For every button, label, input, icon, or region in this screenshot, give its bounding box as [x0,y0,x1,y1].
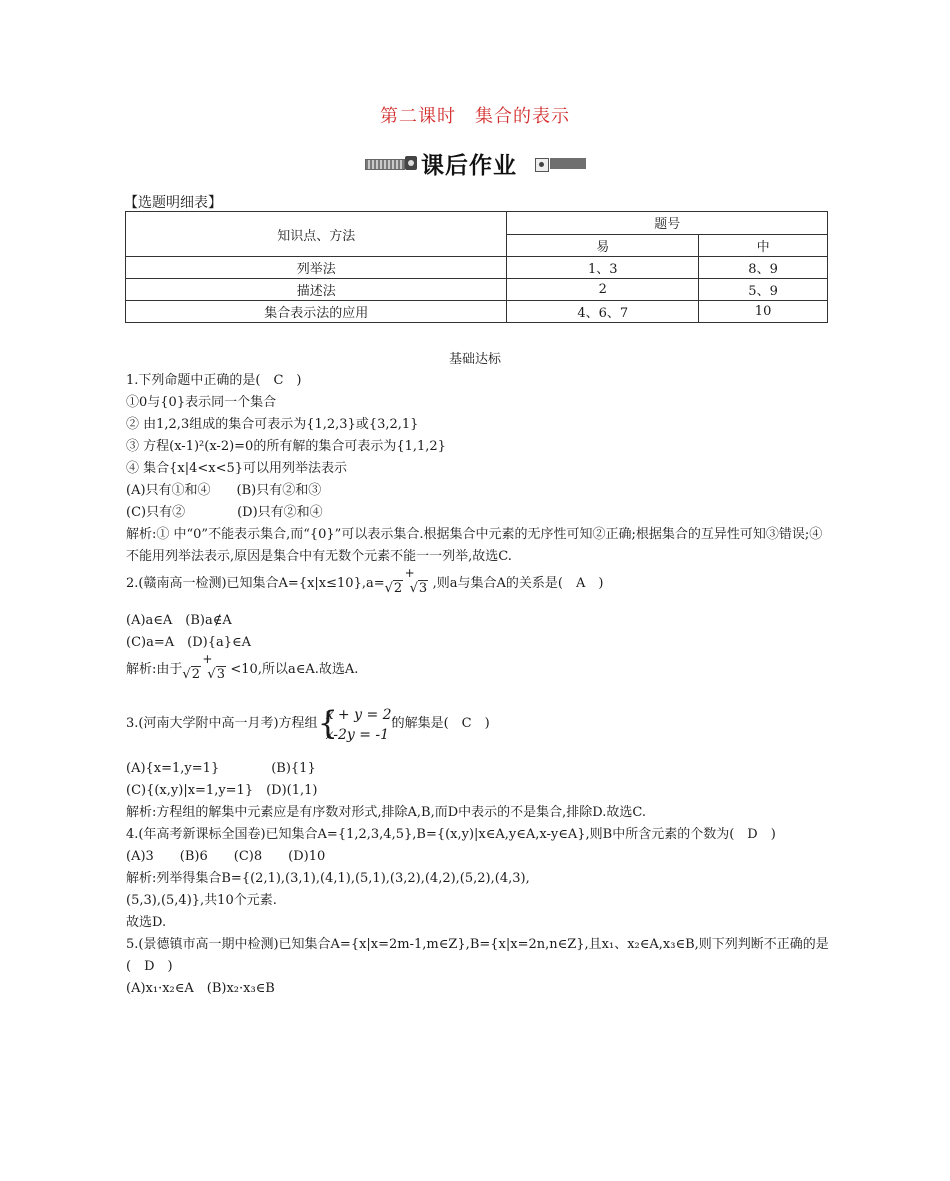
questions [126,370,832,1000]
table-row [126,257,828,279]
q3-stem-start: 3.(河南大学附中高一月考)方程组 [126,716,318,731]
q1-analysis: 解析:① 中“0”不能表示集合,而“{0}”可以表示集合.根据集合中元素的无序性可知②正确;根据集合的互异性可知③错误;④ 不能用列举法表示,原因是集合中有无数个元素不能一一列举,故选C. [126,527,823,564]
q2-stem [126,568,832,596]
q4-options: (A)3 (B)6 (C)8 (D)10 [126,849,326,864]
banner-right-bar [550,158,586,169]
q5-options-ab: (A)x₁·x₂∈A (B)x₂·x₃∈B [126,981,275,996]
sqrt2: √2 [182,667,200,682]
cell-mid: 5、9 [699,279,828,301]
banner-left-bar [365,159,405,170]
q1-item: ③ 方程(x-1)²(x-2)=0的所有解的集合可表示为{1,1,2} [126,439,446,454]
cell-easy: 2 [507,279,699,301]
q3-stem [126,704,832,744]
page-title: 第二课时 集合的表示 [380,106,570,127]
section-title: 基础达标 [448,352,501,367]
cell-topic: 列举法 [126,257,507,279]
q2-stem-start: 2.(赣南高一检测)已知集合A={x|x≤10},a= [126,576,385,591]
q3-stem-end: 的解集是( C ) [391,716,490,731]
sqrt-sum-expression: √2 + √3 [385,568,433,596]
q3-options-ab: (A){x=1,y=1} (B){1} [126,761,316,776]
cell-mid: 8、9 [699,257,828,279]
q1-item: ①0与{0}表示同一个集合 [126,395,277,410]
q4-answer: 故选D. [126,915,167,930]
header-mid: 中 [699,234,828,257]
q4-stem: 4.(年高考新课标全国卷)已知集合A={1,2,3,4,5},B={(x,y)|x∈A,y∈A,x-y∈A},则B中所含元素的个数为( D ) [126,827,776,842]
table-row [126,279,828,301]
q4-analysis-cont: (5,3),(5,4)},共10个元素. [126,893,277,908]
q2-analysis-end: <10,所以a∈A.故选A. [230,662,359,677]
q2-options-cd: (C)a=A (D){a}∈A [126,635,251,650]
q2-analysis [126,654,832,682]
q4-analysis: 解析:列举得集合B={(2,1),(3,1),(4,1),(5,1),(3,2),(4,2),(5,2),(4,3), [126,871,530,886]
q1-options-cd: (C)只有② (D)只有②和④ [126,505,323,520]
q2-stem-end: ,则a与集合A的关系是( A ) [432,576,604,591]
sqrt-sum-expression: √2 + √3 [182,654,230,682]
q2-options-ab: (A)a∈A (B)a∉A [126,613,232,628]
table-caption: 【选题明细表】 [124,195,222,211]
q3-analysis: 解析:方程组的解集中元素应是有序数对形式,排除A,B,而D中表示的不是集合,排除D.故选C. [126,805,646,820]
q1-options-ab: (A)只有①和④ (B)只有②和③ [126,483,322,498]
cell-mid: 10 [699,301,828,323]
q5-stem: 5.(景德镇市高一期中检测)已知集合A={x|x=2m-1,m∈Z},B={x|x=2n,n∈Z},且x₁、x₂∈A,x₃∈B,则下列判断不正确的是( D ) [126,937,829,974]
q1-item: ② 由1,2,3组成的集合可表示为{1,2,3}或{3,2,1} [126,417,419,432]
equation-1: x + y = 2, [325,707,396,723]
sqrt2: √2 [384,581,403,596]
homework-banner [365,151,587,177]
header-number: 题号 [507,212,828,235]
banner-label: 课后作业 [421,153,517,179]
sqrt3: √3 [409,581,428,596]
cell-easy: 4、6、7 [507,301,699,323]
sqrt3: √3 [207,667,225,682]
equation-system: { x + y = 2, x-2y = -1 [318,710,392,744]
q2-analysis-start: 解析:由于 [126,662,183,677]
q1-stem: 1.下列命题中正确的是( C ) [126,373,302,388]
header-topic: 知识点、方法 [126,212,507,257]
table-row [126,301,828,323]
q1-item: ④ 集合{x|4<x<5}可以用列举法表示 [126,461,348,476]
header-easy: 易 [507,234,699,257]
cell-topic: 集合表示法的应用 [126,301,507,323]
q3-options-cd: (C){(x,y)|x=1,y=1} (D)(1,1) [126,783,318,798]
cell-easy: 1、3 [507,257,699,279]
cell-topic: 描述法 [126,279,507,301]
equation-2: x-2y = -1 [325,727,390,743]
banner-left-knob-icon [405,156,417,170]
banner-right-knob-icon [535,158,549,172]
question-table [125,211,828,323]
